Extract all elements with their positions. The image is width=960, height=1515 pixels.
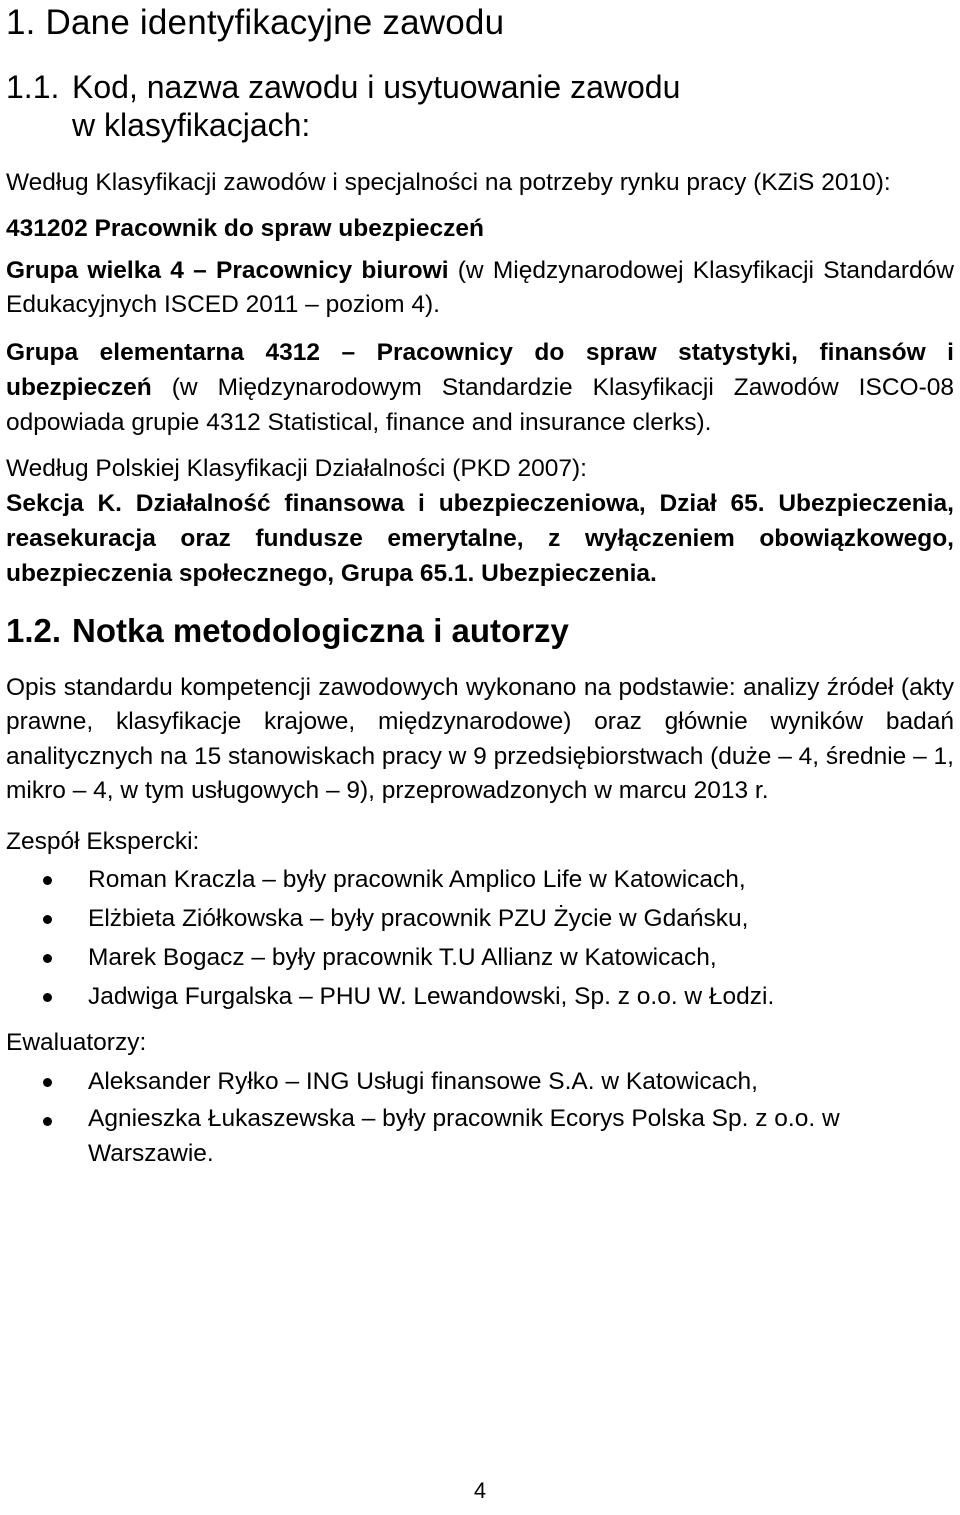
list-item — [6, 977, 954, 1016]
evaluators-label: Ewaluatorzy: — [6, 1029, 147, 1057]
section-1-1-number: 1.1. — [6, 69, 60, 105]
bullet-icon — [43, 876, 52, 885]
bullet-icon — [43, 993, 52, 1002]
evaluator-entry: Agnieszka Łukaszewska – były pracownik Ecorys Polska Sp. z o.o. w Warszawie. — [88, 1104, 840, 1167]
page-number: 4 — [473, 1478, 487, 1503]
list-item — [6, 899, 954, 938]
group-unit-description: (w Międzynarodowym Standardzie Klasyfikacji Zawodów ISCO-08 odpowiada grupie 4312 Statistical, finance and insurance clerks). — [6, 373, 954, 436]
group-unit — [6, 335, 954, 440]
evaluator-entry: Aleksander Ryłko – ING Usługi finansowe S.A. w Katowicach, — [88, 1067, 758, 1095]
occupation-code-name: 431202 Pracownik do spraw ubezpieczeń — [6, 215, 484, 242]
methodology-body: Opis standardu kompetencji zawodowych wykonano na podstawie: analizy źródeł (akty prawne, klasyfikacje krajowe, międzynarodowe) oraz głównie wyników badań analitycznych na 15 stanowiskach pracy w 9 przedsiębiorstwach (duże – 4, średnie – 1, mikro – 4, w tym usługowych – 9), przeprowadzonych w marcu 2013 r. — [6, 673, 954, 805]
section-1-heading: 1. Dane identyfikacyjne zawodu — [6, 3, 505, 42]
section-1-2-heading — [6, 611, 954, 651]
evaluators-list — [6, 1062, 954, 1171]
document-page — [6, 0, 954, 1171]
section-1-2-number: 1.2. — [6, 611, 62, 649]
expert-entry: Elżbieta Ziółkowska – były pracownik PZU Życie w Gdańsku, — [88, 905, 749, 933]
group-major-label: Grupa wielka 4 – Pracownicy biurowi — [6, 256, 449, 284]
expert-entry: Roman Kraczla – były pracownik Amplico Life w Katowicach, — [88, 866, 746, 894]
section-1-2-heading-text: Notka metodologiczna i autorzy — [72, 611, 569, 649]
group-major-description: (w Międzynarodowej Klasyfikacji Standardów Edukacyjnych ISCED 2011 – poziom 4). — [6, 256, 954, 318]
group-major — [6, 254, 954, 323]
bullet-icon — [43, 1117, 52, 1126]
expert-entry: Jadwiga Furgalska – PHU W. Lewandowski, Sp. z o.o. w Łodzi. — [88, 983, 775, 1011]
group-unit-label: Grupa elementarna 4312 – Pracownicy do spraw statystyki, finansów i ubezpieczeń — [6, 338, 954, 401]
expert-entry: Marek Bogacz – były pracownik T.U Allianz w Katowicach, — [88, 944, 717, 972]
kzis-intro: Według Klasyfikacji zawodów i specjalności na potrzeby rynku pracy (KZiS 2010): — [6, 169, 891, 196]
list-item — [6, 1101, 954, 1171]
bullet-icon — [43, 954, 52, 963]
experts-label: Zespół Ekspercki: — [6, 827, 200, 855]
bullet-icon — [43, 915, 52, 924]
bullet-icon — [43, 1078, 52, 1087]
section-1-1-heading-line1: Kod, nazwa zawodu i usytuowanie zawodu — [72, 69, 681, 105]
list-item — [6, 1062, 954, 1101]
list-item — [6, 860, 954, 899]
pkd-intro: Według Polskiej Klasyfikacji Działalności (PKD 2007): — [6, 454, 587, 482]
section-1-1-heading-line2: w klasyfikacjach: — [72, 107, 311, 143]
pkd-section: Sekcja K. Działalność finansowa i ubezpieczeniowa, Dział 65. Ubezpieczenia, reasekuracja oraz fundusze emerytalne, z wyłączeniem obowiązkowego, ubezpieczenia społecznego, Grupa 65.1. Ubezpieczenia. — [6, 489, 954, 587]
experts-list — [6, 860, 954, 1016]
section-1-1-heading — [6, 68, 954, 144]
list-item — [6, 938, 954, 977]
